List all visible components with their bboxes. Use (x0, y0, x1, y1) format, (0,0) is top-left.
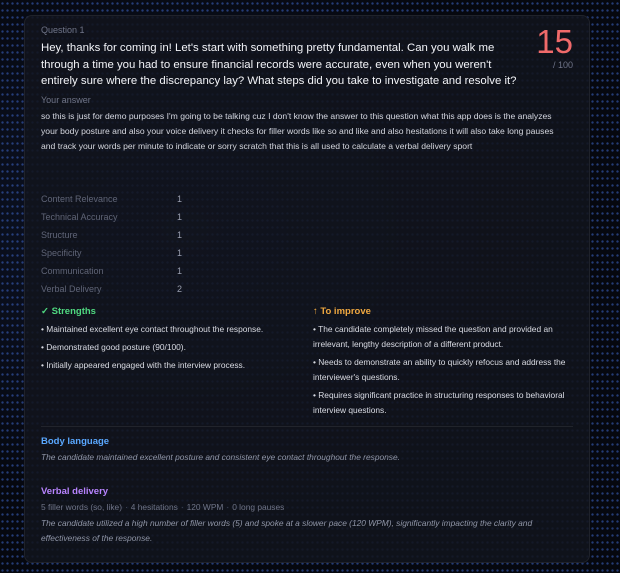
improve-section (313, 306, 575, 421)
feedback-card (24, 15, 590, 563)
metric-name: Specificity (41, 248, 82, 258)
verbal-delivery-stats (41, 502, 284, 512)
section-divider (41, 426, 573, 427)
long-pauses-stat: 0 long pauses (232, 502, 285, 512)
strengths-title: Strengths (51, 306, 96, 317)
answer-label: Your answer (41, 95, 91, 105)
metric-value: 2 (177, 284, 183, 294)
metric-name: Communication (41, 266, 104, 276)
metrics-list (41, 190, 241, 298)
wpm-stat: 120 WPM (186, 502, 224, 512)
verbal-delivery-text: The candidate utilized a high number of filler words (5) and spoke at a slower pace (120 WPM), significantly impacting the clarity and effectiveness of the response. (41, 518, 533, 543)
stat-separator: · (180, 502, 184, 512)
metric-name: Technical Accuracy (41, 212, 118, 222)
check-icon: ✓ (41, 306, 49, 317)
strength-item: • Demonstrated good posture (90/100). (41, 342, 186, 352)
verbal-delivery-label: Verbal delivery (41, 486, 109, 497)
improve-title: To improve (320, 306, 371, 317)
metric-name: Structure (41, 230, 78, 240)
score-value: 15 (536, 23, 573, 60)
metric-value: 1 (177, 266, 183, 276)
improve-heading (313, 306, 575, 317)
metric-value: 1 (177, 212, 183, 222)
arrow-up-icon: ↑ (313, 306, 318, 317)
hesitations-stat: 4 hesitations (130, 502, 178, 512)
strength-item: • Initially appeared engaged with the interview process. (41, 360, 246, 370)
improve-item: • Needs to demonstrate an ability to quickly refocus and address the interviewer's questions. (313, 357, 566, 382)
metric-value: 1 (177, 230, 183, 240)
metric-name: Verbal Delivery (41, 284, 102, 294)
stat-separator: · (124, 502, 128, 512)
strength-item: • Maintained excellent eye contact throughout the response. (41, 324, 264, 334)
score-max: / 100 (552, 60, 573, 70)
answer-text: so this is just for demo purposes I'm going to be talking cuz I don't know the answer to this question what this app does is the analyzes your body posture and also your voice delivery it checks for filler words like so and like and also hesitations it will also take long pauses and track your words per minute to indicate or sorry scratch that this is all used to calculate a verbal delivery sport (41, 111, 554, 151)
score-display (536, 22, 573, 70)
improve-item: • Requires significant practice in structuring responses to behavioral interview questions. (313, 390, 565, 415)
filler-words-stat: 5 filler words (so, like) (41, 502, 122, 512)
metric-row (41, 262, 241, 280)
question-number: Question 1 (41, 25, 85, 35)
body-language-label: Body language (41, 436, 110, 447)
metric-row (41, 226, 241, 244)
strengths-heading (41, 306, 303, 317)
metric-row (41, 244, 241, 262)
metric-row (41, 190, 241, 208)
metric-name: Content Relevance (41, 194, 118, 204)
body-language-text: The candidate maintained excellent posture and consistent eye contact throughout the response. (41, 452, 400, 462)
question-text: Hey, thanks for coming in! Let's start with something pretty fundamental. Can you walk me through a time you had to ensure financial records were accurate, even when you weren't entirely sure where the discrepancy lay? What steps did you take to investigate and resolve it? (41, 42, 517, 87)
stat-separator: · (226, 502, 230, 512)
metric-row (41, 280, 241, 298)
metric-value: 1 (177, 194, 183, 204)
metric-row (41, 208, 241, 226)
improve-item: • The candidate completely missed the question and provided an irrelevant, lengthy description of a different product. (313, 324, 553, 349)
strengths-section (41, 306, 303, 376)
metric-value: 1 (177, 248, 183, 258)
